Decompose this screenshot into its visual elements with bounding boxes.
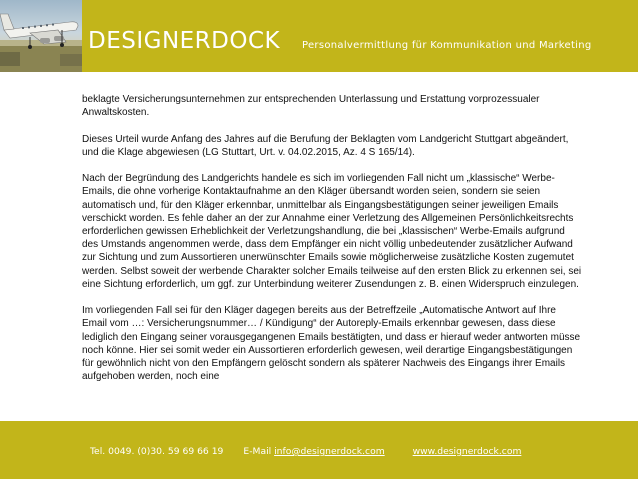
footer-phone: Tel. 0049. (0)30. 59 69 66 19 bbox=[90, 446, 224, 457]
airplane-illustration bbox=[0, 0, 82, 72]
paragraph: beklagte Versicherungsunternehmen zur entsprechenden Unterlassung und Erstattung vorprozessualer Anwaltskosten. bbox=[82, 94, 540, 119]
brand-logo: DESIGNERDOCK bbox=[88, 28, 281, 54]
airplane-photo bbox=[0, 0, 82, 72]
footer-website-link[interactable]: www.designerdock.com bbox=[412, 446, 522, 457]
document-body bbox=[82, 93, 582, 397]
paragraph: Nach der Begründung des Landgerichts handele es sich im vorliegenden Fall nicht um „klassische“ Werbe-Emails, die ohne vorherige Kontaktaufnahme an den Kläger übersandt worden seien, sondern sie seien automatisch und, für den Kläger erkennbar, unmittelbar als Eingangsbestätigungen seiner jeweiligen Emails verschickt worden. Es fehle daher an der zur Annahme einer Verletzung des Allgemeinen Persönlichkeitsrechts erforderlichen gewissen Erheblichkeit der Verletzungshandlung, die bei „klassischen“ Werbe-Emails aufgrund des Umstands angenommen werde, dass dem Empfänger ein nicht völlig unbedeutender zusätzlicher Aufwand zur Sichtung und zum Aussortieren unerwünschter Emails sowie möglicherweise zusätzliche Kosten zugemutet werden. Selbst soweit der werbende Charakter solcher Emails teilweise auf den ersten Blick zu erkennen sei, sei eine Sichtung erforderlich, um ggf. zur Unterbindung weiterer Zusendungen z. B. einen Widerspruch einzulegen. bbox=[82, 173, 582, 290]
footer-contact bbox=[90, 447, 521, 456]
paragraph: Im vorliegenden Fall sei für den Kläger dagegen bereits aus der Betreffzeile „Automatische Antwort auf Ihre Email vom …: Versicherungsnummer… / Kündigung“ der Autoreply-Emails erkennbar gewesen, dass diese lediglich den Eingang seiner vorausgegangenen Emails bestätigten, und dass er hierauf weder antworten müsse noch könne. Hier sei somit weder ein Aussortieren erforderlich gewesen, weil derartige Eingangsbestätigungen für gewöhnlich nicht von den Empfängern gelöscht sondern als späterer Nachweis des Eingangs ihrer Emails aufgehoben werden, noch eine bbox=[82, 305, 581, 383]
footer-email-label: E-Mail bbox=[243, 446, 272, 457]
brand-tagline: Personalvermittlung für Kommunikation und Marketing bbox=[302, 40, 592, 51]
footer-email-link[interactable]: info@designerdock.com bbox=[274, 446, 385, 457]
header-bar bbox=[0, 0, 638, 72]
paragraph: Dieses Urteil wurde Anfang des Jahres auf die Berufung der Beklagten vom Landgericht Stuttgart abgeändert, und die Klage abgewiesen (LG Stuttart, Urt. v. 04.02.2015, Az. 4 S 165/14). bbox=[82, 133, 569, 158]
